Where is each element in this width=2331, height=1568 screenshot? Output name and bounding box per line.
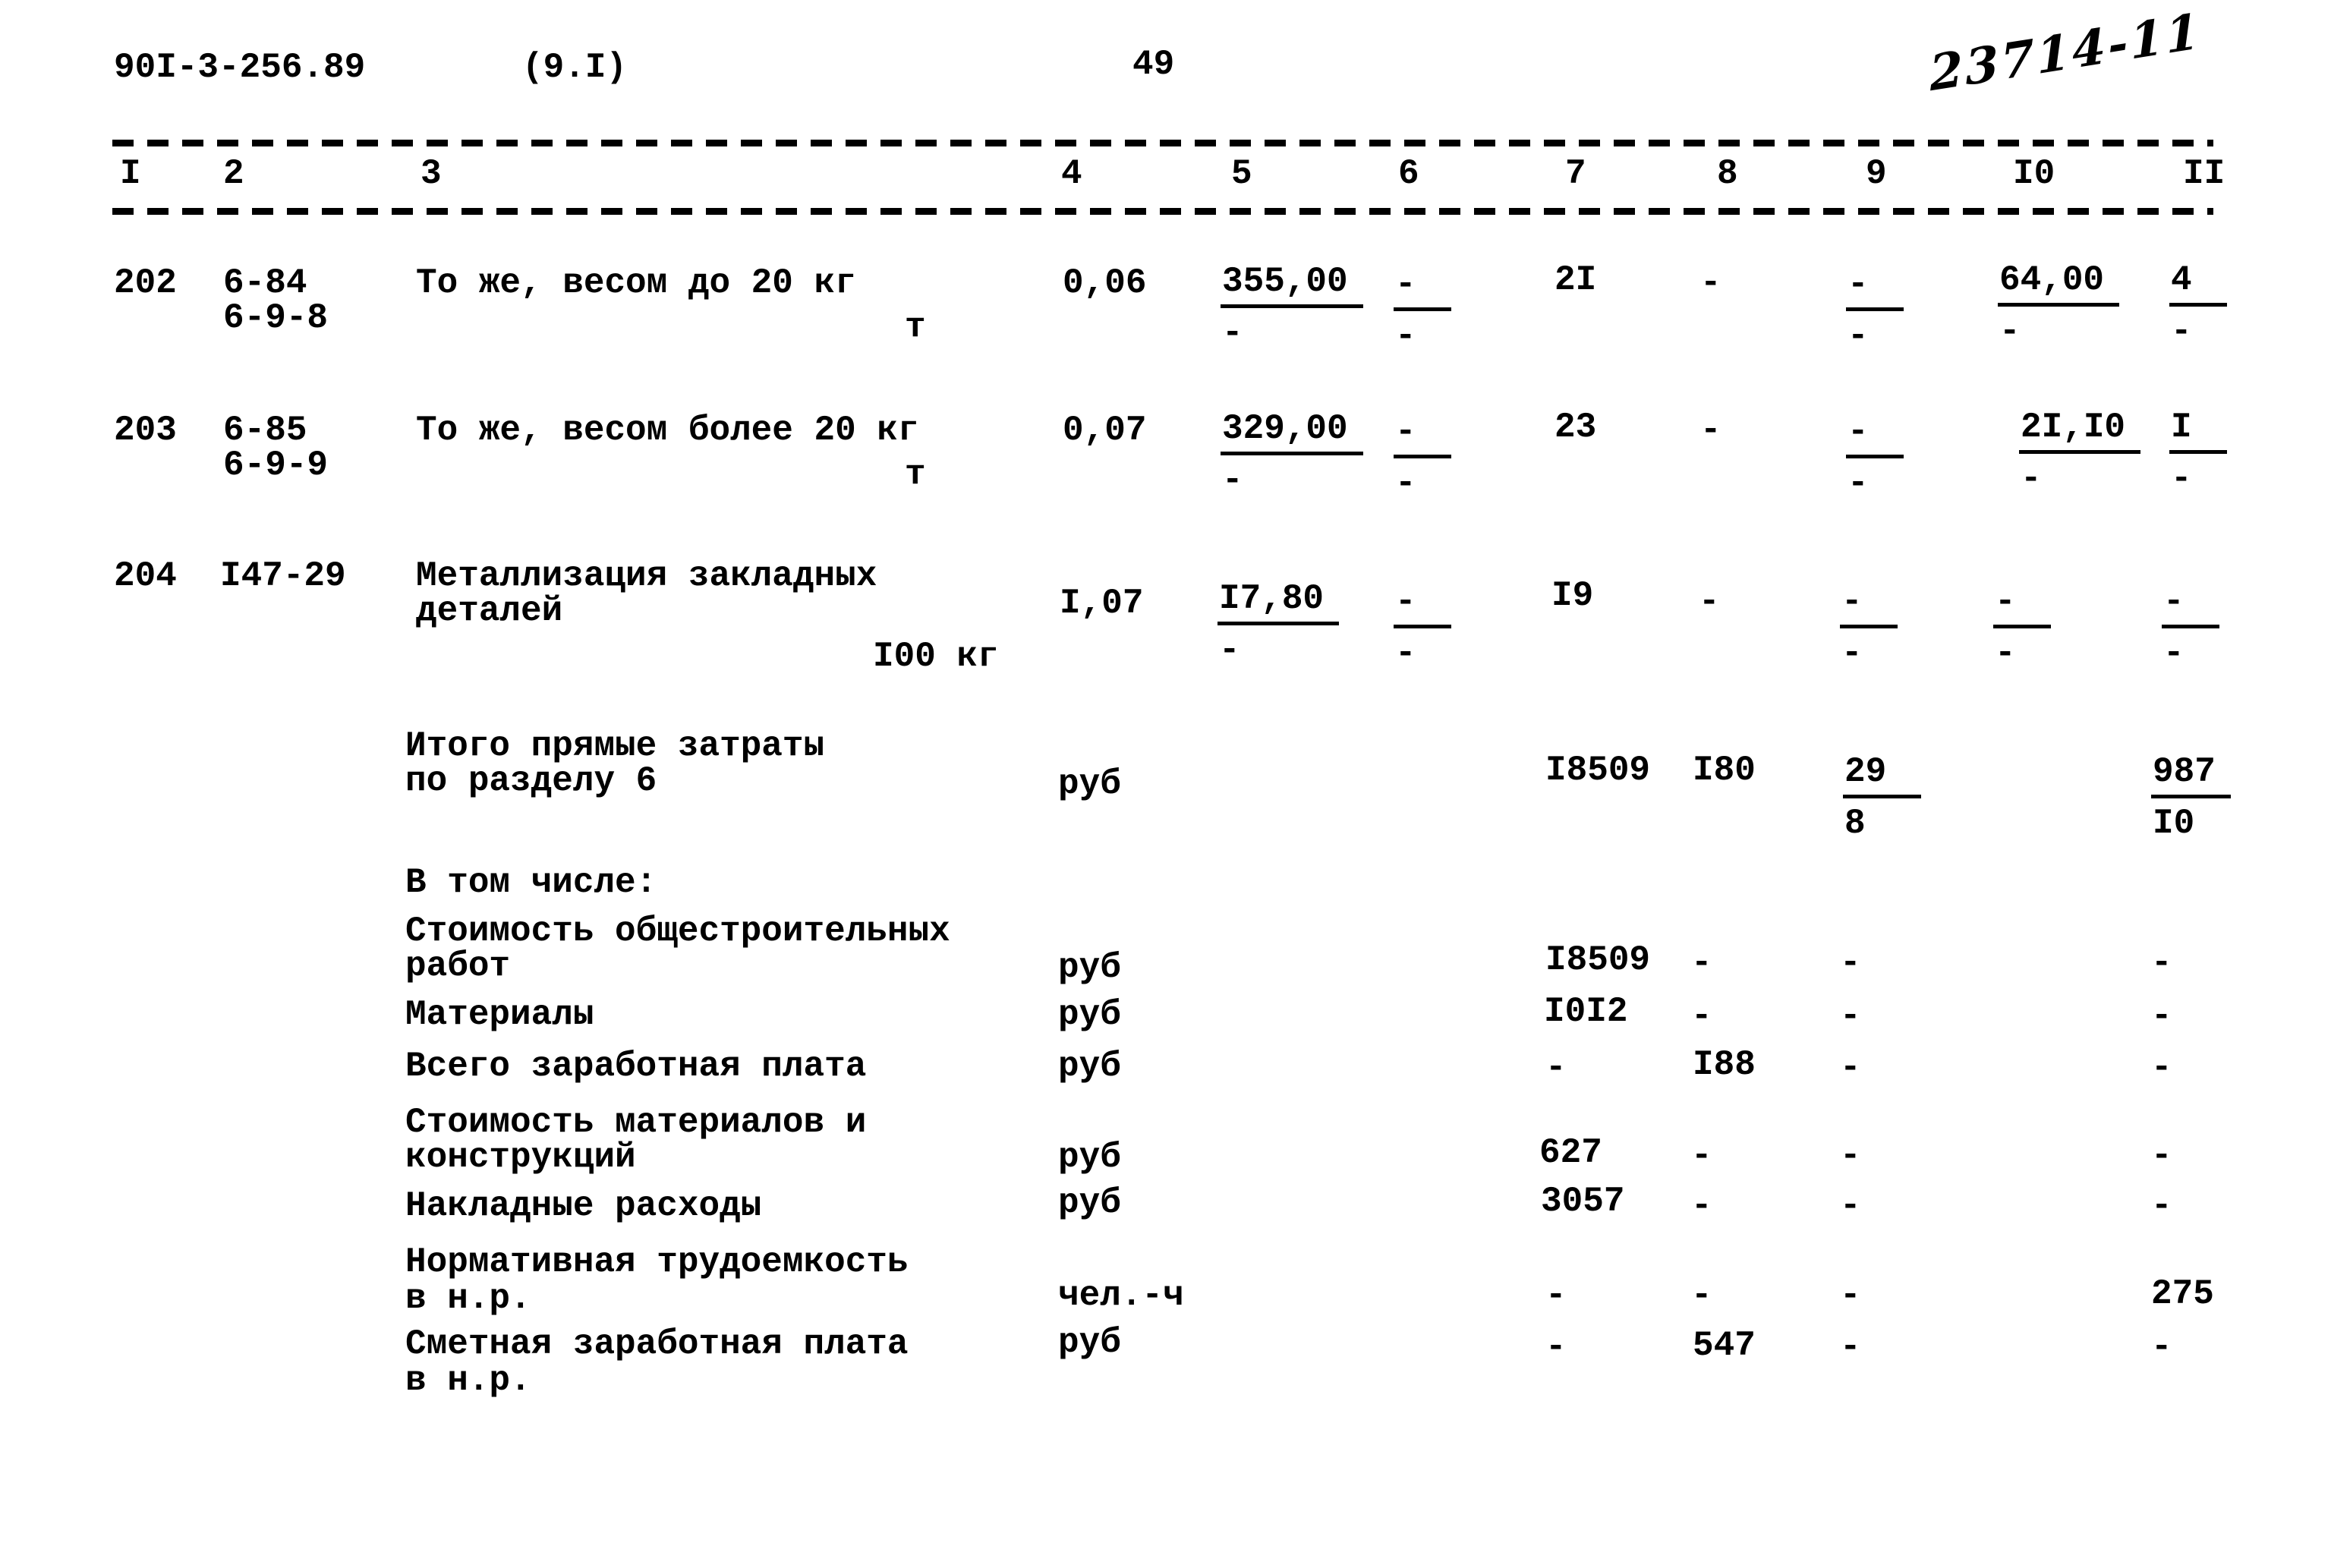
col-header-1: I: [120, 154, 141, 194]
row-202-unit: т: [905, 307, 926, 347]
item-1-label-line2: работ: [405, 946, 511, 986]
item-1-col8: -: [1691, 943, 1712, 983]
item-6-label-line2: в н.р.: [405, 1279, 531, 1318]
col-header-10: I0: [2013, 154, 2055, 194]
including-label: В том числе:: [405, 863, 657, 902]
row-204-col7: I9: [1551, 576, 1594, 616]
item-5-col8: -: [1691, 1186, 1712, 1226]
row-203-col11: I -: [2169, 410, 2227, 496]
item-5-col9: -: [1840, 1186, 1861, 1226]
row-203-col10: 2I,I0 -: [2019, 410, 2140, 496]
row-202-col8: -: [1700, 263, 1721, 303]
col-header-3: 3: [421, 154, 442, 194]
item-7-unit: руб: [1058, 1323, 1121, 1362]
row-202-col11: 4 -: [2169, 263, 2227, 349]
row-204-description-line1: Металлизация закладных: [416, 556, 877, 596]
item-7-col7: -: [1545, 1327, 1567, 1367]
row-203-number: 203: [114, 411, 177, 450]
item-6-col11: 275: [2151, 1274, 2214, 1314]
row-202-col5: 355,00 -: [1221, 264, 1363, 351]
item-7-label-line2: в н.р.: [405, 1361, 531, 1400]
row-204-number: 204: [114, 556, 177, 596]
item-5-col11: -: [2151, 1186, 2172, 1226]
item-3-unit: руб: [1058, 1047, 1121, 1086]
item-5-col7: 3057: [1541, 1182, 1625, 1221]
col-header-11: II: [2183, 154, 2225, 194]
row-202-col9: - -: [1846, 267, 1904, 354]
totals-col9: $\frac{29}{8}$: [1843, 754, 1921, 841]
row-203-col7: 23: [1555, 408, 1597, 447]
item-2-col11: -: [2151, 997, 2172, 1036]
col-header-5: 5: [1231, 154, 1252, 194]
item-3-col8: I88: [1693, 1045, 1756, 1085]
col-header-4: 4: [1061, 154, 1082, 194]
handwritten-mark: 23714-11: [1928, 2, 2203, 103]
row-202-qty: 0,06: [1063, 263, 1147, 303]
totals-col8: I80: [1693, 751, 1756, 790]
item-4-col7: 627: [1539, 1133, 1602, 1173]
row-203-description: То же, весом более 20 кг: [416, 411, 919, 450]
item-3-label-line1: Всего заработная плата: [405, 1047, 867, 1086]
item-6-col8: -: [1691, 1276, 1712, 1315]
item-3-col11: -: [2151, 1048, 2172, 1088]
row-204-col5: I7,80 -: [1217, 581, 1339, 668]
item-6-label-line1: Нормативная трудоемкость: [405, 1242, 909, 1282]
col-header-2: 2: [223, 154, 244, 194]
col-header-9: 9: [1866, 154, 1887, 194]
item-4-unit: руб: [1058, 1138, 1121, 1177]
row-204-code-line1: I47-29: [220, 556, 346, 596]
row-204-description-line2: деталей: [416, 591, 563, 631]
col-header-7: 7: [1565, 154, 1586, 194]
row-204-col8: -: [1699, 582, 1720, 622]
row-204-unit: I00 кг: [873, 637, 999, 676]
page-number: 49: [1132, 45, 1175, 84]
item-6-unit: чел.-ч: [1058, 1276, 1184, 1315]
item-7-col11: -: [2151, 1327, 2172, 1367]
col-header-6: 6: [1398, 154, 1419, 194]
item-4-col11: -: [2151, 1136, 2172, 1176]
totals-unit: руб: [1058, 764, 1121, 804]
item-1-label-line1: Стоимость общестроительных: [405, 912, 950, 951]
row-202-col7: 2I: [1555, 260, 1597, 300]
item-4-label-line1: Стоимость материалов и: [405, 1103, 867, 1142]
row-204-col9: - -: [1840, 584, 1898, 671]
item-6-col7: -: [1545, 1276, 1567, 1315]
row-203-col5: 329,00 -: [1221, 411, 1363, 498]
row-204-qty: I,07: [1060, 584, 1144, 623]
item-3-col7: -: [1545, 1048, 1567, 1088]
item-5-label-line1: Накладные расходы: [405, 1186, 762, 1226]
item-7-col8: 547: [1693, 1326, 1756, 1365]
row-203-code-line1: 6-85: [223, 411, 307, 450]
item-3-col9: -: [1840, 1048, 1861, 1088]
row-204-col10: - -: [1993, 584, 2051, 671]
item-2-label-line1: Материалы: [405, 995, 594, 1034]
table-head-rule-top: [112, 140, 2213, 146]
item-1-col7: I8509: [1545, 940, 1651, 980]
item-7-label-line1: Сметная заработная плата: [405, 1324, 909, 1364]
totals-label-line1: Итого прямые затраты: [405, 726, 825, 766]
row-202-code-line1: 6-84: [223, 263, 307, 303]
row-203-code-line2: 6-9-9: [223, 446, 329, 485]
row-203-col8: -: [1700, 411, 1721, 450]
item-2-col8: -: [1691, 997, 1712, 1036]
item-2-col9: -: [1840, 997, 1861, 1036]
row-202-description: То же, весом до 20 кг: [416, 263, 856, 303]
totals-col7: I8509: [1545, 751, 1651, 790]
item-4-col9: -: [1840, 1136, 1861, 1176]
item-4-col8: -: [1691, 1136, 1712, 1176]
item-2-unit: руб: [1058, 995, 1121, 1034]
row-202-col10: 64,00 -: [1998, 263, 2119, 349]
item-4-label-line2: конструкций: [405, 1138, 636, 1177]
col-header-8: 8: [1717, 154, 1738, 194]
doc-code: 90I-3-256.89: [114, 48, 366, 87]
item-1-unit: руб: [1058, 948, 1121, 987]
row-203-col6: - -: [1394, 414, 1451, 501]
row-204-col6: - -: [1394, 584, 1451, 671]
item-1-col11: -: [2151, 943, 2172, 983]
item-6-col9: -: [1840, 1276, 1861, 1315]
item-5-unit: руб: [1058, 1183, 1121, 1223]
row-204-col11: - -: [2162, 584, 2219, 671]
row-203-qty: 0,07: [1063, 411, 1147, 450]
row-202-code-line2: 6-9-8: [223, 298, 329, 338]
item-2-col7: I0I2: [1544, 992, 1628, 1031]
sheet-ref: (9.I): [522, 48, 628, 87]
totals-col11: $\frac{987}{I0}$: [2151, 754, 2231, 841]
item-1-col9: -: [1840, 943, 1861, 983]
row-202-number: 202: [114, 263, 177, 303]
table-head-rule-bottom: [112, 208, 2213, 215]
row-203-col9: - -: [1846, 414, 1904, 501]
row-203-unit: т: [905, 455, 926, 494]
totals-label-line2: по разделу 6: [405, 761, 657, 801]
item-7-col9: -: [1840, 1327, 1861, 1367]
row-202-col6: - -: [1394, 267, 1451, 354]
